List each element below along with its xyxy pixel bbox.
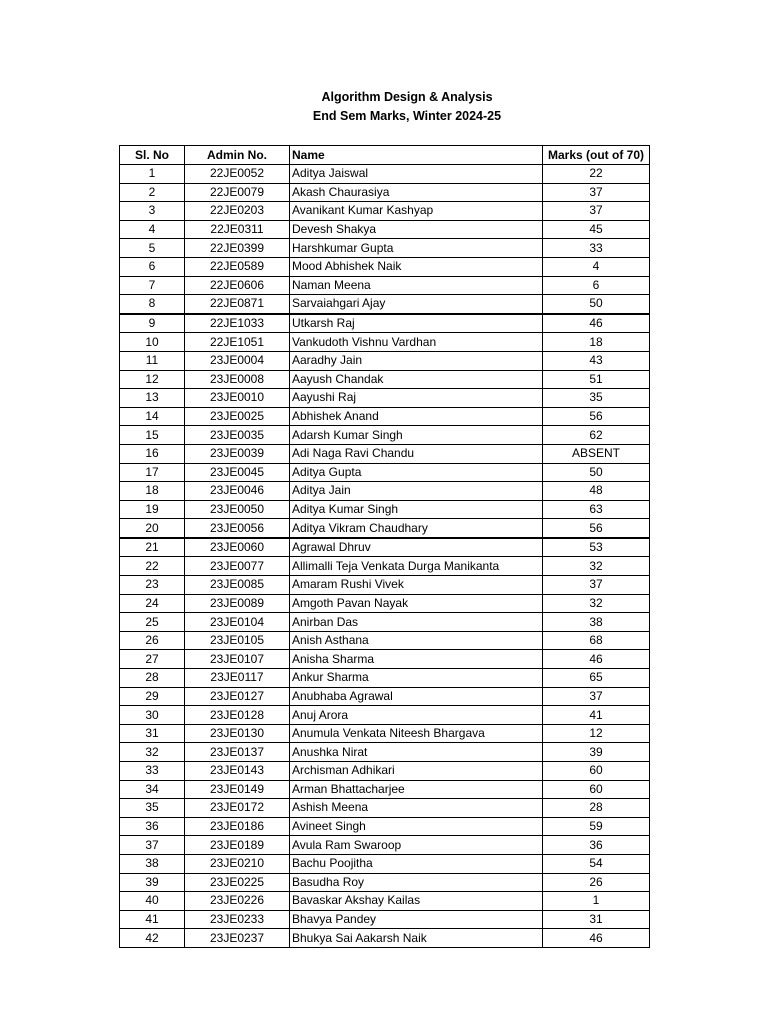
cell-marks: 18 [543, 333, 650, 352]
cell-sl-no: 38 [120, 854, 185, 873]
cell-admin-no: 23JE0035 [185, 426, 290, 445]
cell-marks: 31 [543, 910, 650, 929]
cell-sl-no: 17 [120, 463, 185, 482]
cell-marks: 37 [543, 202, 650, 221]
cell-admin-no: 23JE0128 [185, 706, 290, 725]
document-subtitle: End Sem Marks, Winter 2024-25 [312, 109, 502, 123]
cell-sl-no: 39 [120, 873, 185, 892]
cell-sl-no: 4 [120, 220, 185, 239]
cell-marks: 46 [543, 650, 650, 669]
cell-admin-no: 23JE0050 [185, 500, 290, 519]
cell-admin-no: 23JE0089 [185, 594, 290, 613]
table-row [120, 500, 650, 519]
cell-name: Allimalli Teja Venkata Durga Manikanta [290, 557, 543, 576]
cell-marks: 46 [543, 314, 650, 333]
cell-admin-no: 23JE0105 [185, 631, 290, 650]
table-row [120, 557, 650, 576]
table-row [120, 892, 650, 911]
cell-admin-no: 22JE1051 [185, 333, 290, 352]
cell-admin-no: 23JE0186 [185, 817, 290, 836]
cell-name: Mood Abhishek Naik [290, 257, 543, 276]
cell-marks: 56 [543, 407, 650, 426]
cell-sl-no: 27 [120, 650, 185, 669]
cell-marks: 60 [543, 762, 650, 781]
cell-name: Adarsh Kumar Singh [290, 426, 543, 445]
cell-sl-no: 14 [120, 407, 185, 426]
cell-name: Abhishek Anand [290, 407, 543, 426]
cell-sl-no: 35 [120, 799, 185, 818]
cell-marks: 37 [543, 183, 650, 202]
cell-sl-no: 21 [120, 538, 185, 557]
table-row [120, 519, 650, 538]
table-row [120, 239, 650, 258]
table-row [120, 594, 650, 613]
cell-marks: 51 [543, 370, 650, 389]
cell-sl-no: 33 [120, 762, 185, 781]
cell-sl-no: 24 [120, 594, 185, 613]
cell-admin-no: 23JE0117 [185, 669, 290, 688]
cell-marks: ABSENT [543, 444, 650, 463]
cell-admin-no: 23JE0127 [185, 687, 290, 706]
cell-admin-no: 22JE0052 [185, 165, 290, 184]
cell-name: Devesh Shakya [290, 220, 543, 239]
cell-name: Anish Asthana [290, 631, 543, 650]
header-admin-no: Admin No. [185, 146, 290, 165]
cell-marks: 65 [543, 669, 650, 688]
cell-name: Aditya Vikram Chaudhary [290, 519, 543, 538]
cell-sl-no: 9 [120, 314, 185, 333]
table-row [120, 444, 650, 463]
cell-marks: 60 [543, 780, 650, 799]
table-row [120, 463, 650, 482]
table-row [120, 407, 650, 426]
cell-sl-no: 30 [120, 706, 185, 725]
table-row [120, 854, 650, 873]
cell-sl-no: 6 [120, 257, 185, 276]
table-row [120, 799, 650, 818]
cell-admin-no: 23JE0107 [185, 650, 290, 669]
table-row [120, 314, 650, 333]
cell-admin-no: 22JE0311 [185, 220, 290, 239]
cell-name: Anubhaba Agrawal [290, 687, 543, 706]
cell-name: Avula Ram Swaroop [290, 836, 543, 855]
table-row [120, 687, 650, 706]
table-row [120, 351, 650, 370]
cell-admin-no: 23JE0008 [185, 370, 290, 389]
table-row [120, 389, 650, 408]
cell-name: Utkarsh Raj [290, 314, 543, 333]
table-row [120, 929, 650, 948]
cell-admin-no: 22JE0399 [185, 239, 290, 258]
cell-sl-no: 13 [120, 389, 185, 408]
cell-marks: 39 [543, 743, 650, 762]
cell-admin-no: 23JE0172 [185, 799, 290, 818]
table-row [120, 873, 650, 892]
cell-admin-no: 23JE0085 [185, 576, 290, 595]
cell-sl-no: 3 [120, 202, 185, 221]
cell-name: Anuj Arora [290, 706, 543, 725]
cell-admin-no: 23JE0149 [185, 780, 290, 799]
cell-admin-no: 22JE0871 [185, 295, 290, 314]
cell-name: Aaradhy Jain [290, 351, 543, 370]
cell-sl-no: 1 [120, 165, 185, 184]
cell-name: Akash Chaurasiya [290, 183, 543, 202]
cell-marks: 62 [543, 426, 650, 445]
header-name: Name [290, 146, 543, 165]
cell-name: Bhukya Sai Aakarsh Naik [290, 929, 543, 948]
cell-marks: 50 [543, 295, 650, 314]
cell-admin-no: 23JE0056 [185, 519, 290, 538]
header-marks: Marks (out of 70) [543, 146, 650, 165]
table-row [120, 650, 650, 669]
cell-name: Archisman Adhikari [290, 762, 543, 781]
cell-name: Arman Bhattacharjee [290, 780, 543, 799]
cell-marks: 6 [543, 276, 650, 295]
cell-marks: 63 [543, 500, 650, 519]
cell-admin-no: 23JE0130 [185, 724, 290, 743]
cell-sl-no: 12 [120, 370, 185, 389]
cell-marks: 36 [543, 836, 650, 855]
cell-sl-no: 8 [120, 295, 185, 314]
table-row [120, 370, 650, 389]
cell-marks: 22 [543, 165, 650, 184]
cell-marks: 28 [543, 799, 650, 818]
cell-marks: 48 [543, 482, 650, 501]
cell-sl-no: 32 [120, 743, 185, 762]
cell-sl-no: 28 [120, 669, 185, 688]
cell-sl-no: 18 [120, 482, 185, 501]
cell-name: Amgoth Pavan Nayak [290, 594, 543, 613]
cell-marks: 32 [543, 557, 650, 576]
cell-sl-no: 10 [120, 333, 185, 352]
cell-marks: 45 [543, 220, 650, 239]
cell-name: Anisha Sharma [290, 650, 543, 669]
cell-name: Aditya Gupta [290, 463, 543, 482]
table-row [120, 333, 650, 352]
cell-admin-no: 23JE0143 [185, 762, 290, 781]
cell-sl-no: 20 [120, 519, 185, 538]
header-sl-no: Sl. No [120, 146, 185, 165]
cell-name: Aditya Jain [290, 482, 543, 501]
table-header-row [120, 146, 650, 165]
cell-name: Anushka Nirat [290, 743, 543, 762]
cell-marks: 32 [543, 594, 650, 613]
cell-admin-no: 23JE0210 [185, 854, 290, 873]
cell-sl-no: 23 [120, 576, 185, 595]
table-row [120, 762, 650, 781]
table-row [120, 576, 650, 595]
cell-sl-no: 7 [120, 276, 185, 295]
cell-sl-no: 26 [120, 631, 185, 650]
cell-sl-no: 19 [120, 500, 185, 519]
cell-name: Bavaskar Akshay Kailas [290, 892, 543, 911]
cell-marks: 4 [543, 257, 650, 276]
cell-marks: 46 [543, 929, 650, 948]
cell-marks: 26 [543, 873, 650, 892]
cell-name: Naman Meena [290, 276, 543, 295]
table-row [120, 669, 650, 688]
table-row [120, 276, 650, 295]
table-row [120, 817, 650, 836]
table-body [120, 165, 650, 948]
cell-name: Agrawal Dhruv [290, 538, 543, 557]
cell-admin-no: 23JE0004 [185, 351, 290, 370]
cell-sl-no: 5 [120, 239, 185, 258]
cell-marks: 50 [543, 463, 650, 482]
cell-sl-no: 16 [120, 444, 185, 463]
cell-name: Anumula Venkata Niteesh Bhargava [290, 724, 543, 743]
cell-name: Ashish Meena [290, 799, 543, 818]
cell-admin-no: 23JE0226 [185, 892, 290, 911]
cell-admin-no: 23JE0045 [185, 463, 290, 482]
cell-sl-no: 41 [120, 910, 185, 929]
table-row [120, 183, 650, 202]
table-row [120, 202, 650, 221]
table-row [120, 613, 650, 632]
cell-marks: 37 [543, 576, 650, 595]
cell-marks: 53 [543, 538, 650, 557]
cell-marks: 41 [543, 706, 650, 725]
cell-name: Sarvaiahgari Ajay [290, 295, 543, 314]
table-row [120, 724, 650, 743]
cell-admin-no: 23JE0025 [185, 407, 290, 426]
table-row [120, 165, 650, 184]
cell-marks: 37 [543, 687, 650, 706]
table-row [120, 426, 650, 445]
cell-name: Harshkumar Gupta [290, 239, 543, 258]
cell-sl-no: 42 [120, 929, 185, 948]
cell-admin-no: 23JE0060 [185, 538, 290, 557]
cell-sl-no: 22 [120, 557, 185, 576]
cell-name: Aditya Kumar Singh [290, 500, 543, 519]
cell-marks: 1 [543, 892, 650, 911]
table-row [120, 220, 650, 239]
cell-name: Avanikant Kumar Kashyap [290, 202, 543, 221]
table-row [120, 538, 650, 557]
table-row [120, 295, 650, 314]
cell-name: Ankur Sharma [290, 669, 543, 688]
cell-marks: 35 [543, 389, 650, 408]
cell-name: Amaram Rushi Vivek [290, 576, 543, 595]
table-row [120, 482, 650, 501]
cell-admin-no: 22JE0589 [185, 257, 290, 276]
cell-name: Aditya Jaiswal [290, 165, 543, 184]
cell-admin-no: 22JE1033 [185, 314, 290, 333]
cell-admin-no: 22JE0203 [185, 202, 290, 221]
cell-admin-no: 23JE0189 [185, 836, 290, 855]
cell-sl-no: 29 [120, 687, 185, 706]
cell-sl-no: 34 [120, 780, 185, 799]
cell-name: Aayush Chandak [290, 370, 543, 389]
cell-admin-no: 23JE0137 [185, 743, 290, 762]
cell-marks: 54 [543, 854, 650, 873]
cell-admin-no: 23JE0233 [185, 910, 290, 929]
cell-marks: 43 [543, 351, 650, 370]
cell-admin-no: 23JE0237 [185, 929, 290, 948]
cell-marks: 12 [543, 724, 650, 743]
cell-marks: 56 [543, 519, 650, 538]
table-row [120, 780, 650, 799]
cell-admin-no: 23JE0104 [185, 613, 290, 632]
cell-admin-no: 23JE0010 [185, 389, 290, 408]
cell-name: Bhavya Pandey [290, 910, 543, 929]
cell-name: Basudha Roy [290, 873, 543, 892]
table-row [120, 910, 650, 929]
cell-name: Bachu Poojitha [290, 854, 543, 873]
cell-sl-no: 2 [120, 183, 185, 202]
cell-marks: 68 [543, 631, 650, 650]
cell-marks: 33 [543, 239, 650, 258]
cell-name: Avineet Singh [290, 817, 543, 836]
cell-sl-no: 15 [120, 426, 185, 445]
cell-admin-no: 23JE0046 [185, 482, 290, 501]
table-row [120, 257, 650, 276]
cell-sl-no: 40 [120, 892, 185, 911]
marks-table [119, 145, 650, 948]
cell-sl-no: 25 [120, 613, 185, 632]
table-row [120, 706, 650, 725]
cell-admin-no: 23JE0039 [185, 444, 290, 463]
cell-admin-no: 23JE0077 [185, 557, 290, 576]
cell-sl-no: 31 [120, 724, 185, 743]
cell-marks: 59 [543, 817, 650, 836]
cell-sl-no: 37 [120, 836, 185, 855]
document-title: Algorithm Design & Analysis [321, 90, 493, 104]
table-row [120, 836, 650, 855]
cell-admin-no: 22JE0606 [185, 276, 290, 295]
table-row [120, 631, 650, 650]
cell-sl-no: 36 [120, 817, 185, 836]
cell-admin-no: 23JE0225 [185, 873, 290, 892]
cell-marks: 38 [543, 613, 650, 632]
cell-name: Anirban Das [290, 613, 543, 632]
cell-name: Aayushi Raj [290, 389, 543, 408]
cell-name: Adi Naga Ravi Chandu [290, 444, 543, 463]
table-row [120, 743, 650, 762]
cell-admin-no: 22JE0079 [185, 183, 290, 202]
document-title-block [0, 88, 768, 126]
cell-sl-no: 11 [120, 351, 185, 370]
cell-name: Vankudoth Vishnu Vardhan [290, 333, 543, 352]
